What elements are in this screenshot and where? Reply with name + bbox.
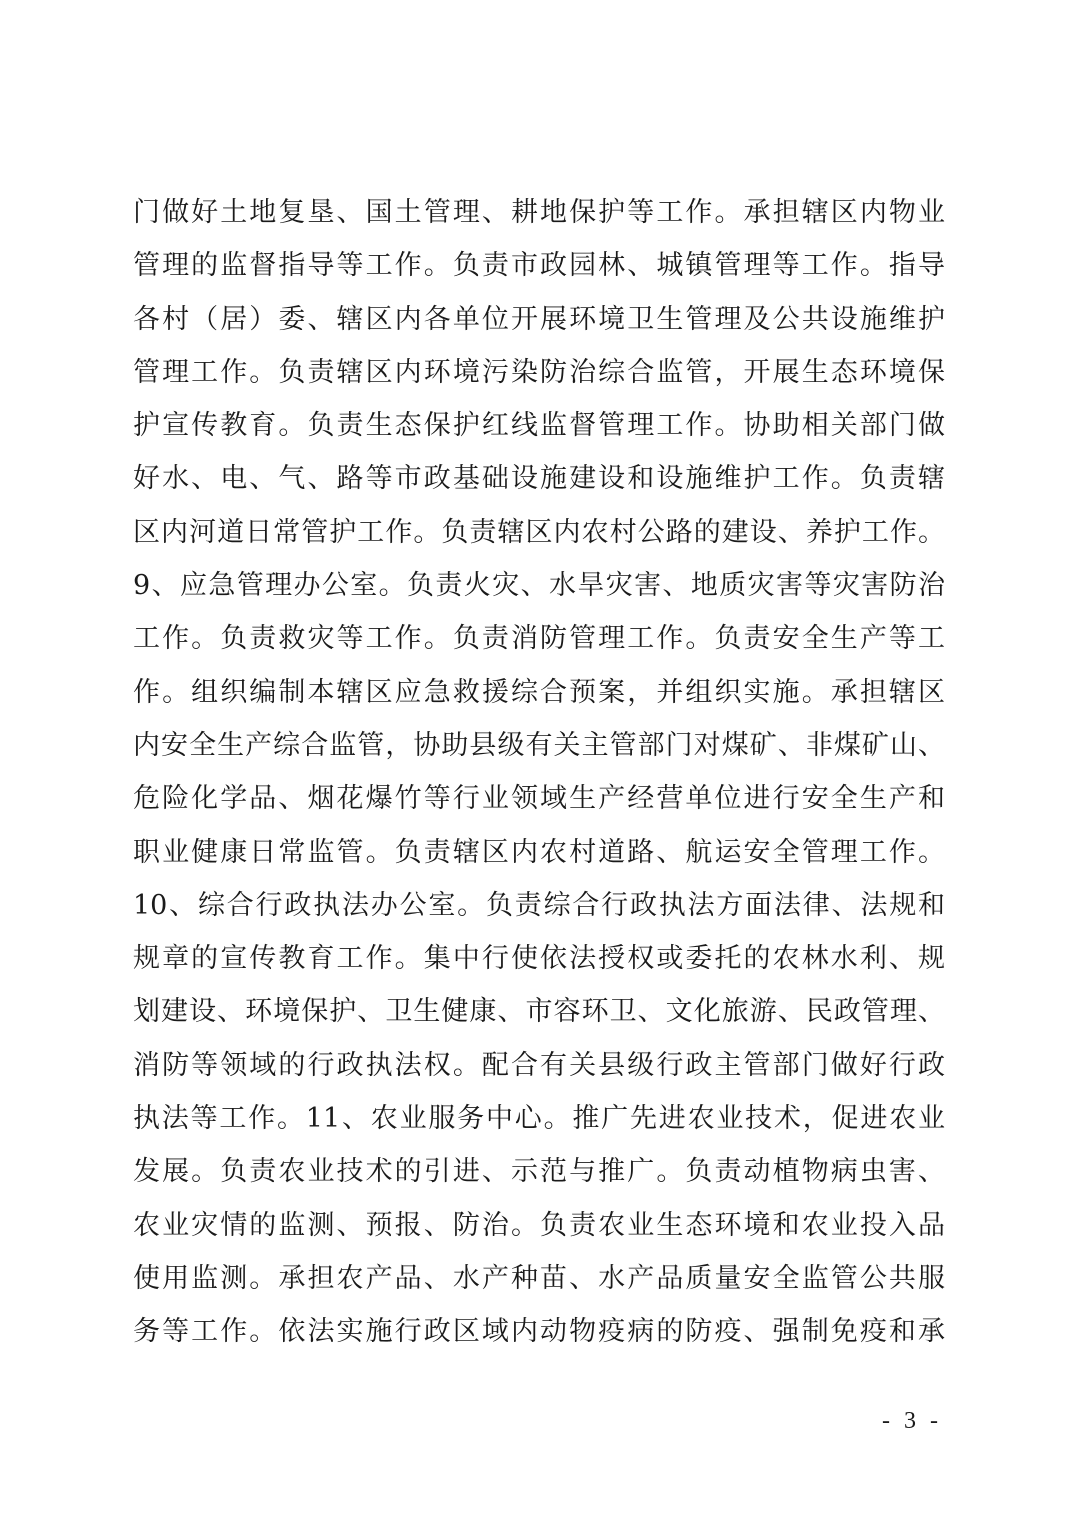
text-line: 务等工作。依法实施行政区域内动物疫病的防疫、强制免疫和承 [133, 1316, 945, 1348]
text-line: 10、综合行政执法办公室。负责综合行政执法方面法律、法规和 [133, 889, 945, 921]
body-text [133, 186, 945, 1359]
text-line: 9、应急管理办公室。负责火灾、水旱灾害、地质灾害等灾害防治 [133, 570, 945, 602]
text-line: 农业灾情的监测、预报、防治。负责农业生态环境和农业投入品 [133, 1209, 945, 1241]
text-line: 好水、电、气、路等市政基础设施建设和设施维护工作。负责辖 [133, 463, 945, 495]
text-line: 门做好土地复垦、国土管理、耕地保护等工作。承担辖区内物业 [133, 197, 945, 228]
text-line: 管理工作。负责辖区内环境污染防治综合监管，开展生态环境保 [133, 356, 945, 388]
text-line: 规章的宣传教育工作。集中行使依法授权或委托的农林水利、规 [133, 943, 945, 975]
text-line: 工作。负责救灾等工作。负责消防管理工作。负责安全生产等工 [133, 623, 945, 655]
text-line: 发展。负责农业技术的引进、示范与推广。负责动植物病虫害、 [133, 1156, 945, 1188]
text-line: 执法等工作。11、农业服务中心。推广先进农业技术，促进农业 [133, 1103, 945, 1135]
text-line: 划建设、环境保护、卫生健康、市容环卫、文化旅游、民政管理、 [133, 996, 945, 1028]
text-line: 各村（居）委、辖区内各单位开展环境卫生管理及公共设施维护 [133, 303, 945, 335]
text-line: 危险化学品、烟花爆竹等行业领域生产经营单位进行安全生产和 [133, 783, 945, 815]
page-number: - 3 - [882, 1408, 942, 1434]
text-line: 作。组织编制本辖区应急救援综合预案，并组织实施。承担辖区 [133, 676, 945, 708]
text-line: 使用监测。承担农产品、水产种苗、水产品质量安全监管公共服 [133, 1262, 945, 1294]
text-line: 护宣传教育。负责生态保护红线监督管理工作。协助相关部门做 [133, 410, 945, 442]
text-line: 消防等领域的行政执法权。配合有关县级行政主管部门做好行政 [133, 1049, 945, 1081]
text-line: 职业健康日常监管。负责辖区内农村道路、航运安全管理工作。 [133, 836, 945, 868]
text-line: 区内河道日常管护工作。负责辖区内农村公路的建设、养护工作。 [133, 516, 945, 548]
text-line: 内安全生产综合监管，协助县级有关主管部门对煤矿、非煤矿山、 [133, 729, 945, 761]
text-line: 管理的监督指导等工作。负责市政园林、城镇管理等工作。指导 [133, 250, 945, 282]
